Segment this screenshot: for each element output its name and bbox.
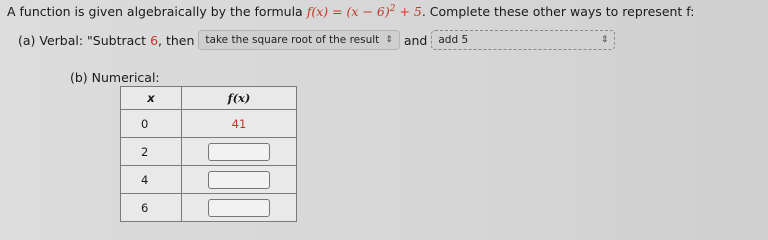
chevron-updown-icon: ⇕	[385, 35, 393, 45]
verbal-step-select[interactable]	[198, 30, 399, 50]
header-fx: f(x)	[182, 87, 297, 110]
formula-tail: + 5	[395, 4, 422, 20]
verbal-step-select-value: take the square root of the result	[205, 34, 380, 46]
table-row	[121, 194, 297, 222]
chevron-updown-icon: ⇕	[600, 35, 609, 45]
fx-answer-input[interactable]	[208, 199, 270, 217]
numerical-label: (b) Numerical:	[70, 70, 160, 85]
fx-answer-input[interactable]	[208, 143, 270, 161]
problem-prompt	[7, 4, 694, 19]
fx-answer-input[interactable]	[208, 171, 270, 189]
x-value: 6	[121, 194, 182, 222]
x-value: 2	[121, 138, 182, 166]
table-row	[121, 166, 297, 194]
formula-main: f(x) = (x − 6)	[306, 4, 390, 20]
fx-value: 41	[182, 110, 297, 138]
formula	[307, 4, 422, 19]
verbal-number: 6	[150, 32, 159, 48]
x-value: 4	[121, 166, 182, 194]
verbal-final-step-value: add 5	[438, 34, 469, 46]
verbal-row	[18, 30, 619, 50]
fx-cell	[182, 138, 297, 166]
fx-cell	[182, 166, 297, 194]
fx-cell	[182, 194, 297, 222]
numerical-table	[120, 86, 297, 222]
table-row	[121, 110, 297, 138]
prompt-lead: A function is given algebraically by the formula	[7, 4, 307, 20]
verbal-final-step-select[interactable]	[431, 30, 615, 50]
verbal-and: and	[403, 32, 428, 48]
verbal-label: (a) Verbal: "Subtract	[18, 32, 147, 48]
formula-exponent: 2	[389, 4, 396, 14]
header-x: x	[121, 87, 182, 110]
table-row	[121, 138, 297, 166]
x-value: 0	[121, 110, 182, 138]
table-header-row	[121, 87, 297, 110]
prompt-trail: . Complete these other ways to represent f:	[421, 4, 695, 20]
verbal-then: , then	[158, 32, 195, 48]
